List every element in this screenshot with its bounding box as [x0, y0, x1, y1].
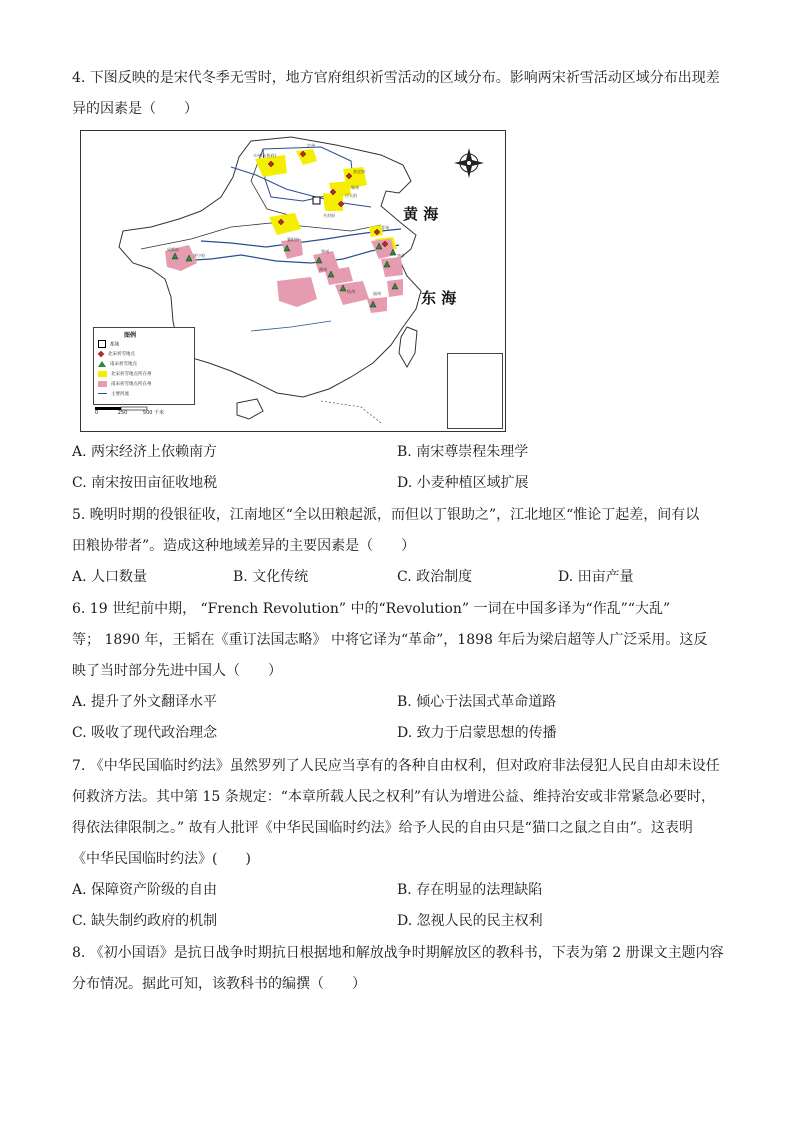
q7-stem-line3: 得依法律限制之。” 故有人批评《中华民国临时约法》给予人民的自由只是“猫口之鼠之自由”。这表明 [72, 820, 693, 836]
place-label: 定州 [307, 143, 315, 148]
place-label: 遂宁府 [193, 253, 205, 258]
q8-stem-line1: 8. 《初小国语》是抗日战争时期抗日根据地和解放战争时期解放区的教科书，下表为第 2 册课文主题内容 [72, 945, 724, 961]
place-label: 青州 [381, 225, 389, 230]
q7-option-a[interactable]: A. 保障资产阶级的自由 [72, 882, 218, 898]
q4-option-c[interactable]: C. 南宋按田亩征收地税 [72, 475, 218, 491]
legend-item: 主要河流 [98, 390, 129, 399]
place-label: 成都府 [167, 247, 179, 252]
place-label: 丰州(永和府) [253, 153, 277, 158]
q6-option-a[interactable]: A. 提升了外文翻译水平 [72, 694, 218, 710]
legend-title: 图例 [124, 332, 137, 339]
q5-stem-line1: 5. 晚明时期的役银征收，江南地区“全以田粮起派，而但以丁银助之”，江北地区“惟论丁起差，间有以 [72, 507, 700, 523]
q5-stem-line2: 田粮协带者”。造成这种地域差异的主要因素是（ ） [72, 538, 416, 554]
legend-item: 都城 [98, 340, 119, 349]
place-label: 真定府 [353, 169, 365, 174]
song-prayer-snow-map [80, 130, 506, 432]
legend-item: 北宋祈雪地点 [98, 350, 135, 359]
q5-option-a[interactable]: A. 人口数量 [72, 569, 148, 585]
q7-stem-line1: 7. 《中华民国临时约法》虽然罗列了人民应当享有的各种自由权利，但对政府非法侵犯人民自由却未设任 [72, 758, 720, 774]
legend-item: 北宋祈雪地点所在州 [98, 370, 152, 379]
map-legend [93, 327, 195, 405]
q5-option-b[interactable]: B. 文化传统 [233, 569, 309, 585]
place-label: 南京 [397, 253, 405, 258]
q4-stem-line2: 异的因素是（ ） [72, 101, 198, 117]
place-label: 潭州 [319, 267, 327, 272]
q6-stem-line2: 等； 1890 年，王韬在《重订法国志略》 中将它译为“革命”，1898 年后为梁启超等人广泛采用。这反 [72, 632, 708, 648]
q6-option-d[interactable]: D. 致力于启蒙思想的传播 [397, 725, 557, 741]
q7-option-c[interactable]: C. 缺失制约政府的机制 [72, 913, 218, 929]
q6-stem-line1: 6. 19 世纪前中期， “French Revolution” 中的“Revolution” 一词在中国多译为“作乱”“大乱” [72, 601, 671, 617]
q6-stem-line3: 映了当时部分先进中国人（ ） [72, 663, 282, 679]
q4-option-d[interactable]: D. 小麦种植区域扩展 [397, 475, 529, 491]
q5-option-c[interactable]: C. 政治制度 [397, 569, 473, 585]
legend-item: 南宋祈雪地点所在州 [98, 380, 152, 389]
q4-option-a[interactable]: A. 两宋经济上依赖南方 [72, 444, 218, 460]
sea-label-east: 东 海 [421, 289, 457, 307]
place-label: 应天府 [345, 193, 357, 198]
q4-option-b[interactable]: B. 南宋尊崇程朱理学 [397, 444, 529, 460]
q7-stem-line4: 《中华民国临时约法》( ) [72, 851, 251, 867]
q8-stem-line2: 分布情况。据此可知，该教科书的编撰（ ） [72, 976, 366, 992]
map-scale: 0 250 500 千米 [95, 410, 165, 416]
place-label: 福州 [373, 291, 381, 296]
q7-option-b[interactable]: B. 存在明显的法理缺陷 [397, 882, 543, 898]
legend-item: 南宋祈雪地点 [98, 360, 137, 369]
place-label: 杭州 [347, 289, 355, 294]
q7-stem-line2: 何救济方法。其中第 15 条规定：“本章所载人民之权利”有认为增进公益、维持治安或非常紧急必要时， [72, 789, 716, 805]
sea-label-yellow: 黄 海 [403, 205, 439, 223]
q6-option-b[interactable]: B. 倾心于法国式革命道路 [397, 694, 557, 710]
place-label: 开封府 [323, 213, 335, 218]
q4-stem-line1: 4. 下图反映的是宋代冬季无雪时，地方官府组织祈雪活动的区域分布。影响两宋祈雪活动区域分布出现差 [72, 70, 720, 86]
q5-option-d[interactable]: D. 田亩产量 [558, 569, 634, 585]
place-label: 鄂州 [321, 249, 329, 254]
q7-option-d[interactable]: D. 忽视人民的民主权利 [397, 913, 543, 929]
south-china-sea-inset [447, 353, 503, 429]
place-label: 襄阳府 [287, 237, 299, 242]
place-label: 郓州 [351, 185, 359, 190]
q6-option-c[interactable]: C. 吸收了现代政治理念 [72, 725, 218, 741]
